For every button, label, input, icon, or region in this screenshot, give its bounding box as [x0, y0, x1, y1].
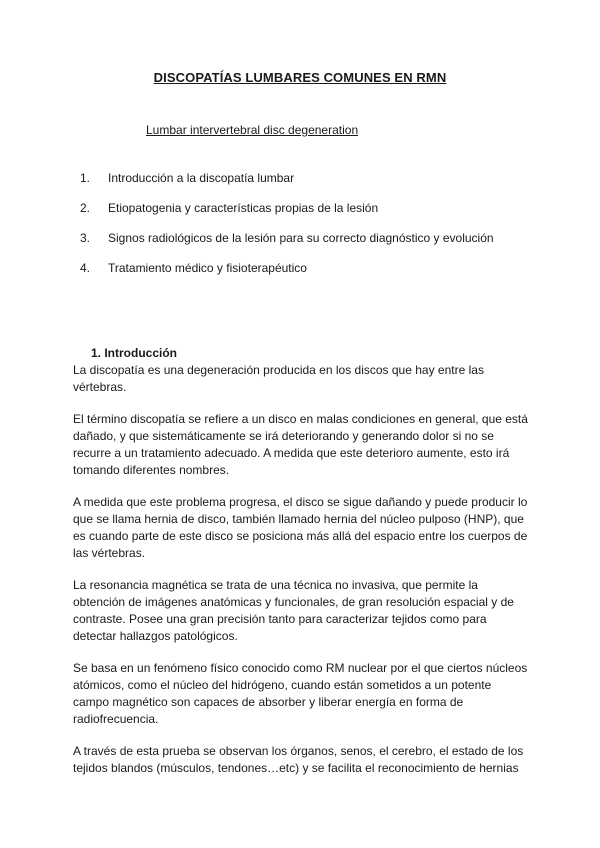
document-subtitle: Lumbar intervertebral disc degeneration — [146, 123, 359, 137]
paragraph: La discopatía es una degeneración producida en los discos que hay entre las vértebras. — [73, 363, 484, 394]
document-title: DISCOPATÍAS LUMBARES COMUNES EN RMN — [153, 70, 447, 85]
toc-item-label: Tratamiento médico y fisioterapéutico — [108, 261, 307, 275]
table-of-contents — [80, 171, 550, 291]
paragraph: La resonancia magnética se trata de una técnica no invasiva, que permite la obtención de imágenes anatómicas y funcionales, de gran resolución espacial y de contraste. Posee una gran precisión tanto para caracterizar tejidos como para detectar hallazgos patológicos. — [73, 578, 514, 643]
paragraph: A través de esta prueba se observan los órganos, senos, el cerebro, el estado de los tejidos blandos (músculos, tendones…etc) y se facilita el reconocimiento de hernias — [73, 744, 524, 775]
toc-item-number: 4. — [80, 261, 91, 275]
paragraph: Se basa en un fenómeno físico conocido como RM nuclear por el que ciertos núcleos atómicos, como el núcleo del hidrógeno, cuando están sometidos a un potente campo magnético son capaces de absorber y liberar energía en forma de radiofrecuencia. — [73, 661, 528, 726]
toc-item-number: 2. — [80, 201, 91, 215]
toc-item — [80, 261, 550, 291]
toc-item — [80, 231, 550, 261]
toc-item — [80, 171, 550, 201]
toc-item-label: Introducción a la discopatía lumbar — [108, 171, 295, 185]
section-heading: 1. Introducción — [91, 346, 178, 360]
toc-item-number: 3. — [80, 231, 91, 245]
section-body — [73, 362, 528, 792]
paragraph: A medida que este problema progresa, el disco se sigue dañando y puede producir lo que se llama hernia de disco, también llamado hernia del núcleo pulposo (HNP), que es cuando parte de este disco se posiciona más allá del espacio entre los cuerpos de las vértebras. — [73, 495, 528, 560]
toc-item-label: Signos radiológicos de la lesión para su correcto diagnóstico y evolución — [108, 231, 494, 245]
toc-item-number: 1. — [80, 171, 91, 185]
paragraph: El término discopatía se refiere a un disco en malas condiciones en general, que está dañado, y que sistemáticamente se irá deteriorando y generando dolor si no se recurre a un tratamiento adecuado. A medida que este deterioro aumente, esto irá tomando diferentes nombres. — [73, 412, 528, 477]
toc-item-label: Etiopatogenia y características propias de la lesión — [108, 201, 379, 215]
toc-item — [80, 201, 550, 231]
